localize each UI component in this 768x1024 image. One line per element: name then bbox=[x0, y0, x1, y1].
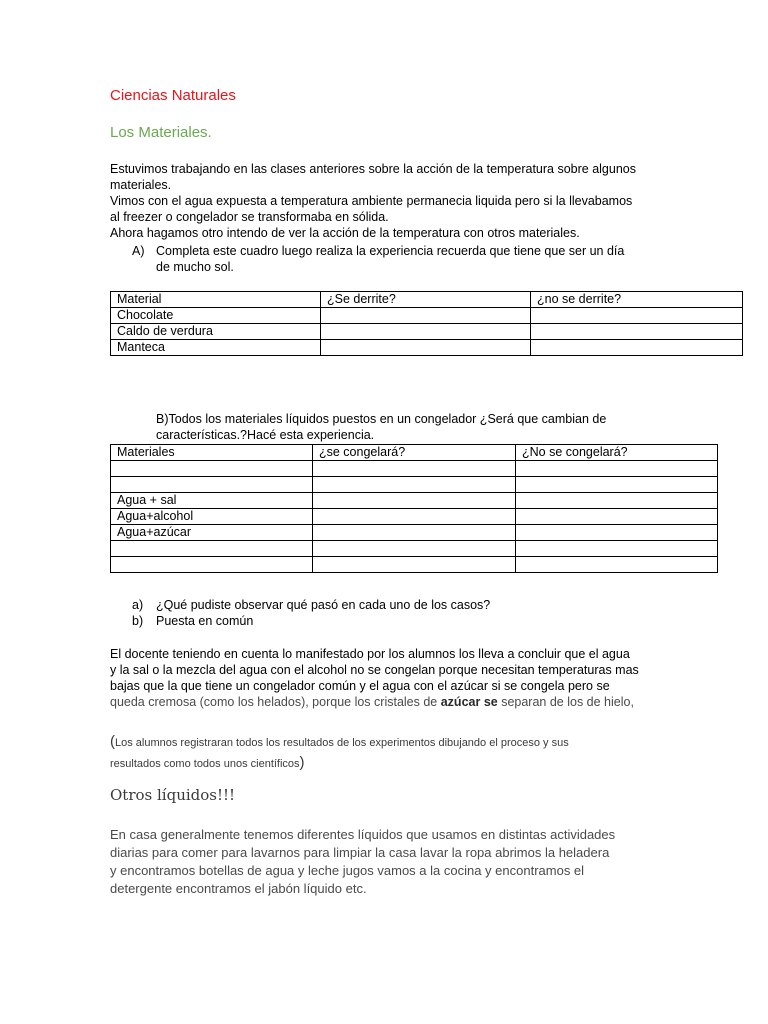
table-row bbox=[111, 541, 718, 557]
table-cell bbox=[313, 461, 516, 477]
question-text: Puesta en común bbox=[156, 614, 254, 628]
table-cell bbox=[313, 557, 516, 573]
table-row bbox=[111, 509, 718, 525]
intro-paragraph bbox=[110, 161, 670, 241]
table-header-cell: ¿no se derrite? bbox=[531, 292, 743, 308]
section-paragraph bbox=[110, 826, 670, 898]
section-line: diarias para comer para lavarnos para limpiar la casa lavar la ropa abrimos la heladera bbox=[110, 845, 610, 860]
table-cell bbox=[111, 461, 313, 477]
intro-line: al freezer o congelador se transformaba en sólida. bbox=[110, 210, 389, 224]
conclusion-last-bold: azúcar se bbox=[440, 695, 498, 709]
section-line: En casa generalmente tenemos diferentes líquidos que usamos en distintas actividades bbox=[110, 827, 616, 842]
note-close-paren: ) bbox=[299, 754, 305, 771]
intro-line: materiales. bbox=[110, 178, 172, 192]
table-row bbox=[111, 477, 718, 493]
task-a-line: de mucho sol. bbox=[156, 260, 234, 274]
table-row bbox=[111, 308, 743, 324]
questions-list bbox=[132, 597, 692, 629]
intro-line: Ahora hagamos otro intendo de ver la acción de la temperatura con otros materiales. bbox=[110, 226, 580, 240]
task-b bbox=[156, 411, 716, 443]
conclusion-line: y la sal o la mezcla del agua con el alcohol no se congelan porque necesitan temperaturas mas bbox=[110, 663, 639, 677]
conclusion-last-pre: queda cremosa (como los helados), porque los cristales de bbox=[110, 695, 441, 709]
table-cell bbox=[111, 557, 313, 573]
table-cell bbox=[111, 541, 313, 557]
table-row bbox=[111, 493, 718, 509]
table-row bbox=[111, 525, 718, 541]
table-cell bbox=[516, 525, 718, 541]
student-note bbox=[110, 732, 569, 774]
table-cell: Chocolate bbox=[111, 308, 321, 324]
topic-title: Los Materiales. bbox=[110, 124, 212, 141]
task-b-line: características.?Hacé esta experiencia. bbox=[156, 428, 375, 442]
section-line: detergente encontramos el jabón líquido etc. bbox=[110, 881, 367, 896]
table-cell bbox=[531, 340, 743, 356]
table-cell bbox=[313, 493, 516, 509]
table-cell bbox=[531, 324, 743, 340]
conclusion-last-post: separan de los de hielo, bbox=[497, 695, 634, 709]
table-row bbox=[111, 557, 718, 573]
melt-table bbox=[110, 291, 743, 356]
table-cell bbox=[516, 461, 718, 477]
table-cell bbox=[313, 541, 516, 557]
task-a bbox=[132, 243, 692, 275]
conclusion-last-line bbox=[110, 694, 670, 710]
section-line: y encontramos botellas de agua y leche jugos vamos a la cocina y encontramos el bbox=[110, 863, 585, 878]
task-a-line: Completa este cuadro luego realiza la experiencia recuerda que tiene que ser un día bbox=[156, 244, 625, 258]
intro-line: Vimos con el agua expuesta a temperatura ambiente permanecia liquida pero si la llevabamos bbox=[110, 194, 633, 208]
table-header-row bbox=[111, 445, 718, 461]
table-cell bbox=[516, 541, 718, 557]
conclusion-line: El docente teniendo en cuenta lo manifestado por los alumnos los lleva a concluir que el agua bbox=[110, 647, 630, 661]
section-heading: Otros líquidos!!! bbox=[110, 786, 236, 804]
table-cell bbox=[321, 340, 531, 356]
table-header-cell: ¿No se congelará? bbox=[516, 445, 718, 461]
table-cell bbox=[516, 557, 718, 573]
table-cell bbox=[516, 509, 718, 525]
table-header-cell: ¿se congelará? bbox=[313, 445, 516, 461]
list-item bbox=[132, 597, 692, 613]
table-cell bbox=[516, 477, 718, 493]
table-header-cell: ¿Se derrite? bbox=[321, 292, 531, 308]
freeze-table bbox=[110, 444, 718, 573]
conclusion-paragraph bbox=[110, 646, 670, 710]
table-cell bbox=[516, 493, 718, 509]
table-cell bbox=[321, 308, 531, 324]
table-cell: Agua+azúcar bbox=[111, 525, 313, 541]
table-cell bbox=[111, 477, 313, 493]
table-cell bbox=[531, 308, 743, 324]
table-cell: Manteca bbox=[111, 340, 321, 356]
table-row bbox=[111, 340, 743, 356]
list-item bbox=[132, 613, 692, 629]
table-cell: Caldo de verdura bbox=[111, 324, 321, 340]
table-cell: Agua+alcohol bbox=[111, 509, 313, 525]
table-header-row bbox=[111, 292, 743, 308]
question-marker: a) bbox=[132, 598, 144, 612]
table-cell bbox=[313, 525, 516, 541]
table-cell bbox=[313, 509, 516, 525]
subject-title: Ciencias Naturales bbox=[110, 87, 236, 104]
note-line: resultados como todos unos científicos bbox=[110, 758, 300, 770]
conclusion-line: bajas que la que tiene un congelador común y el agua con el azúcar si se congela pero se bbox=[110, 679, 610, 693]
note-line: Los alumnos registraran todos los resultados de los experimentos dibujando el proceso y sus bbox=[115, 737, 569, 749]
task-a-marker: A) bbox=[132, 244, 145, 258]
table-cell: Agua + sal bbox=[111, 493, 313, 509]
table-cell bbox=[321, 324, 531, 340]
question-marker: b) bbox=[132, 614, 144, 628]
task-b-line: B)Todos los materiales líquidos puestos en un congelador ¿Será que cambian de bbox=[156, 412, 607, 426]
note-open-paren: ( bbox=[110, 733, 115, 750]
table-header-cell: Material bbox=[111, 292, 321, 308]
table-cell bbox=[313, 477, 516, 493]
intro-line: Estuvimos trabajando en las clases anteriores sobre la acción de la temperatura sobre algunos bbox=[110, 162, 636, 176]
table-header-cell: Materiales bbox=[111, 445, 313, 461]
table-row bbox=[111, 324, 743, 340]
question-text: ¿Qué pudiste observar qué pasó en cada uno de los casos? bbox=[156, 598, 491, 612]
table-row bbox=[111, 461, 718, 477]
